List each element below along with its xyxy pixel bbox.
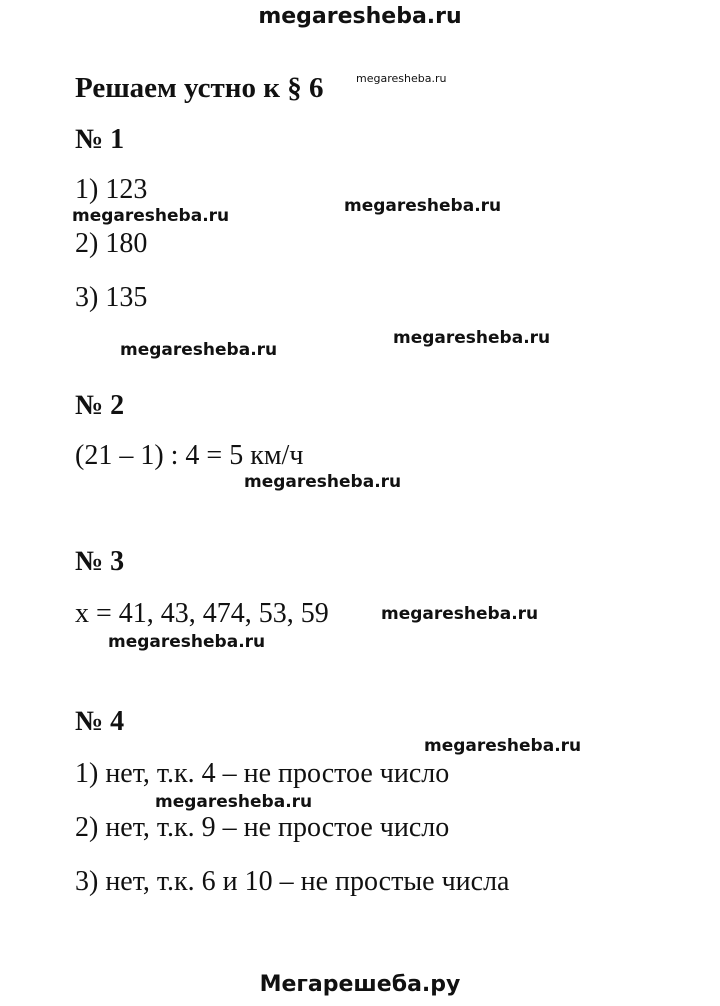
problem-1-answer-2: 2) 180 <box>75 228 148 259</box>
problem-4-answer-2: 2) нет, т.к. 9 – не простое число <box>75 812 450 843</box>
watermark: megaresheba.ru <box>344 196 502 216</box>
problem-4-number: № 4 <box>75 706 125 737</box>
problem-1-answer-1: 1) 123 <box>75 174 148 205</box>
site-header: megaresheba.ru <box>258 4 462 29</box>
problem-3-number: № 3 <box>75 546 125 577</box>
watermark: megaresheba.ru <box>72 206 230 226</box>
watermark: megaresheba.ru <box>424 736 582 756</box>
problem-2-number: № 2 <box>75 390 125 421</box>
problem-2-answer-1: (21 – 1) : 4 = 5 км/ч <box>75 440 304 471</box>
watermark: megaresheba.ru <box>108 632 266 652</box>
watermark: megaresheba.ru <box>244 472 402 492</box>
page-title: Решаем устно к § 6 <box>75 72 324 104</box>
watermark: megaresheba.ru <box>381 604 539 624</box>
watermark: megaresheba.ru <box>393 328 551 348</box>
problem-1-number: № 1 <box>75 124 125 155</box>
problem-1-answer-3: 3) 135 <box>75 282 148 313</box>
watermark: megaresheba.ru <box>155 792 313 812</box>
problem-3-answer-1: x = 41, 43, 474, 53, 59 <box>75 598 329 629</box>
watermark: megaresheba.ru <box>120 340 278 360</box>
problem-4-answer-1: 1) нет, т.к. 4 – не простое число <box>75 758 450 789</box>
problem-4-answer-3: 3) нет, т.к. 6 и 10 – не простые числа <box>75 866 510 897</box>
site-footer: Мегарешеба.ру <box>259 972 461 997</box>
watermark: megaresheba.ru <box>356 72 447 85</box>
